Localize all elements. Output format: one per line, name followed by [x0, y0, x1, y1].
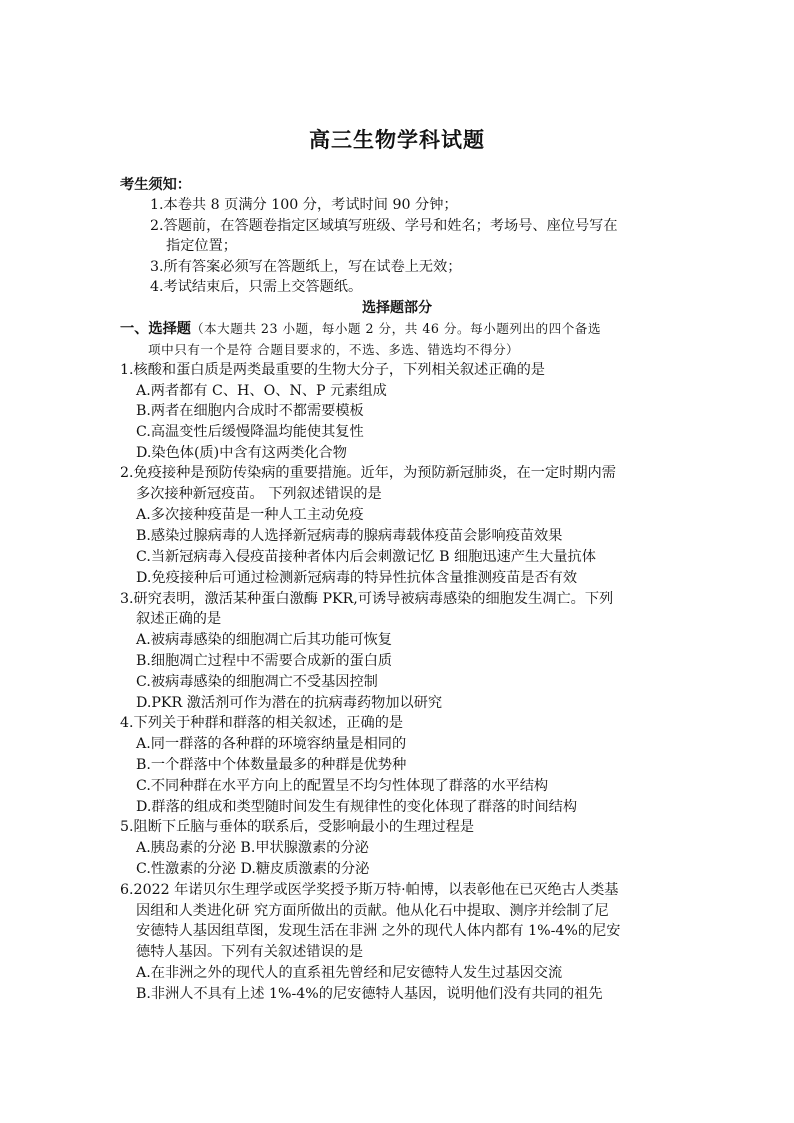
- section-title: 选择题部分: [362, 300, 432, 316]
- question-option: D.PKR 激活剂可作为潜在的抗病毒药物加以研究: [136, 695, 443, 711]
- question-option: A.被病毒感染的细胞凋亡后其功能可恢复: [136, 632, 392, 648]
- question-option: A.多次接种疫苗是一种人工主动免疫: [136, 507, 364, 523]
- question-stem: 2.免疫接种是预防传染病的重要措施。近年，为预防新冠肺炎，在一定时期内需: [120, 465, 616, 481]
- question-stem: 5.阻断下丘脑与垂体的联系后，受影响最小的生理过程是: [120, 819, 475, 835]
- part-description: （本大题共 23 小题，每小题 2 分，共 46 分。每小题列出的四个备选: [190, 321, 601, 336]
- question-stem: 德特人基因。下列有关叙述错误的是: [136, 944, 364, 960]
- question-option: B.细胞凋亡过程中不需要合成新的蛋白质: [136, 653, 393, 669]
- question-option: C.当新冠病毒入侵疫苗接种者体内后会刺激记忆 B 细胞迅速产生大量抗体: [136, 549, 596, 565]
- question-option: A.同一群落的各种群的环境容纳量是相同的: [136, 736, 407, 752]
- question-stem: 因组和人类进化研 究方面所做出的贡献。他从化石中提取、测序并绘制了尼: [136, 903, 609, 919]
- question-option: D.染色体(质)中含有这两类化合物: [136, 445, 347, 461]
- notice-item: 1.本卷共 8 页满分 100 分，考试时间 90 分钟；: [150, 197, 458, 213]
- part-heading-line: [120, 319, 601, 339]
- part-heading: 一、选择题: [120, 321, 191, 337]
- question-option: B.两者在细胞内合成时不都需要模板: [136, 403, 364, 419]
- question-stem: 4.下列关于种群和群落的相关叙述，正确的是: [120, 715, 404, 731]
- question-option: D.免疫接种后可通过检测新冠病毒的特异性抗体含量推测疫苗是否有效: [136, 570, 578, 586]
- question-stem: 多次接种新冠疫苗。 下列叙述错误的是: [136, 486, 382, 502]
- question-stem: 6.2022 年诺贝尔生理学或医学奖授予斯万特·帕博，以表彰他在已灭绝古人类基: [120, 882, 619, 898]
- notice-heading: 考生须知：: [120, 177, 191, 193]
- question-stem: 1.核酸和蛋白质是两类最重要的生物大分子，下列相关叙述正确的是: [120, 362, 545, 378]
- question-option: B.非洲人不具有上述 1%-4%的尼安德特人基因，说明他们没有共同的祖先: [136, 986, 603, 1002]
- question-option: C.性激素的分泌 D.糖皮质激素的分泌: [136, 861, 370, 877]
- question-option: C.不同种群在水平方向上的配置呈不均匀性体现了群落的水平结构: [136, 778, 549, 794]
- question-option: C.高温变性后缓慢降温均能使其复性: [136, 424, 364, 440]
- question-stem: 安德特人基因组草图，发现生活在非洲 之外的现代人体内都有 1%-4%的尼安: [136, 923, 621, 939]
- question-stem: 3.研究表明，激活某种蛋白激酶 PKR,可诱导被病毒感染的细胞发生凋亡。下列: [120, 591, 614, 607]
- notice-item: 2.答题前，在答题卷指定区域填写班级、学号和姓名；考场号、座位号写在: [150, 218, 618, 234]
- notice-item: 3.所有答案必须写在答题纸上，写在试卷上无效；: [150, 259, 462, 275]
- notice-item: 指定位置；: [166, 238, 237, 254]
- notice-item: 4.考试结束后，只需上交答题纸。: [150, 279, 363, 295]
- question-option: B.一个群落中个体数量最多的种群是优势种: [136, 757, 407, 773]
- question-option: D.群落的组成和类型随时间发生有规律性的变化体现了群落的时间结构: [136, 799, 578, 815]
- page-title: 高三生物学科试题: [309, 127, 485, 152]
- question-option: C.被病毒感染的细胞凋亡不受基因控制: [136, 674, 378, 690]
- question-stem: 叙述正确的是: [136, 611, 222, 627]
- question-option: A.在非洲之外的现代人的直系祖先曾经和尼安德特人发生过基因交流: [136, 965, 563, 981]
- question-option: A.胰岛素的分泌 B.甲状腺激素的分泌: [136, 840, 369, 856]
- question-option: B.感染过腺病毒的人选择新冠病毒的腺病毒载体疫苗会影响疫苗效果: [136, 528, 563, 544]
- question-option: A.两者都有 C、H、O、N、P 元素组成: [136, 383, 387, 399]
- part-description: 项中只有一个是符 合题目要求的，不选、多选、错选均不得分）: [148, 342, 520, 357]
